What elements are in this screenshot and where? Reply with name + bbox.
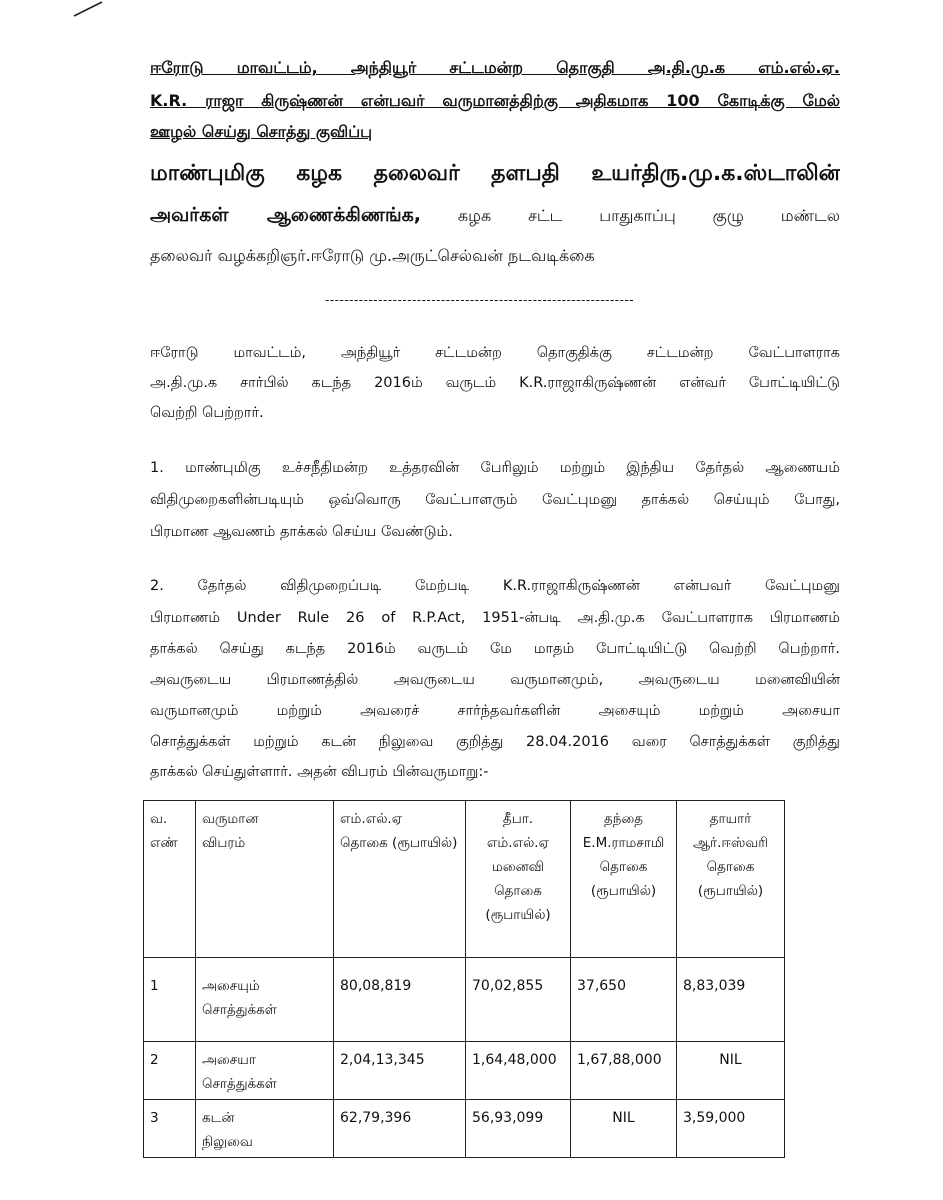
- header-father-line: E.M.ராமசாமி: [582, 835, 665, 851]
- point2-line-5: வருமானமும் மற்றும் அவரைச் சார்ந்தவர்களின் அசையும் மற்றும் அசையா: [150, 703, 840, 719]
- subheading-line-3: தலைவர் வழக்கறிஞர்.ஈரோடு மு.அருட்செல்வன் நடவடிக்கை: [150, 246, 595, 265]
- intro-line-1: ஈரோடு மாவட்டம், அந்தியூர் சட்டமன்ற தொகுதிக்கு சட்டமன்ற வேட்பாளராக: [150, 345, 840, 361]
- header-mla-line: எம்.எல்.ஏ: [340, 811, 403, 827]
- row-item: [196, 958, 334, 1042]
- subheading-line-2-bold: அவர்கள் ஆணைக்கிணங்க,: [150, 204, 422, 226]
- intro-line-3: வெற்றி பெற்றார்.: [150, 405, 264, 421]
- row-wife-value: 70,02,855: [466, 958, 571, 1042]
- row-wife-value: 1,64,48,000: [466, 1042, 571, 1100]
- header-mother-line: ஆர்.ஈஸ்வரி: [692, 835, 769, 851]
- row-item-line: அசையும்: [202, 978, 260, 994]
- row-serial: 3: [144, 1100, 196, 1158]
- header-wife-line: எம்.எல்.ஏ: [486, 835, 550, 851]
- separator-line: ----------------------------------------------------------------: [325, 293, 635, 307]
- row-item: [196, 1100, 334, 1158]
- heading-line-1: ஈரோடு மாவட்டம், அந்தியூர் சட்டமன்ற தொகுதி அ.தி.மு.க எம்.எல்.ஏ.: [150, 58, 840, 77]
- row-father-value: 1,67,88,000: [571, 1042, 677, 1100]
- point2-line-4: அவருடைய பிரமாணத்தில் அவருடைய வருமானமும், அவருடைய மனைவியின்: [150, 672, 840, 688]
- header-mother-line: தாயார்: [709, 811, 752, 827]
- header-serial: [144, 801, 196, 958]
- table-header-row: [144, 801, 785, 958]
- header-item-line: வருமான: [202, 811, 259, 827]
- row-item: [196, 1042, 334, 1100]
- header-wife-line: தொகை: [494, 883, 542, 899]
- header-father-line: (ரூபாயில்): [590, 883, 657, 899]
- row-mla-value: 2,04,13,345: [334, 1042, 466, 1100]
- header-mla-line: தொகை (ரூபாயில்): [340, 835, 458, 851]
- row-item-line: நிலுவை: [202, 1134, 253, 1150]
- header-wife: [466, 801, 571, 958]
- row-serial: 2: [144, 1042, 196, 1100]
- row-mother-value: 8,83,039: [677, 958, 785, 1042]
- point2-line-6: சொத்துக்கள் மற்றும் கடன் நிலுவை குறித்து 28.04.2016 வரை சொத்துக்கள் குறித்து: [150, 734, 840, 750]
- row-item-line: சொத்துக்கள்: [202, 1002, 277, 1018]
- header-item: [196, 801, 334, 958]
- header-wife-line: மனைவி: [491, 859, 545, 875]
- row-item-line: கடன்: [202, 1110, 235, 1126]
- point1-line-1: 1. மாண்புமிகு உச்சநீதிமன்ற உத்தரவின் பேரிலும் மற்றும் இந்திய தேர்தல் ஆணையம்: [150, 460, 840, 476]
- point2-line-7: தாக்கல் செய்துள்ளார். அதன் விபரம் பின்வருமாறு:-: [150, 764, 489, 780]
- header-item-line: விபரம்: [202, 835, 246, 851]
- row-mla-value: 62,79,396: [334, 1100, 466, 1158]
- row-mla-value: 80,08,819: [334, 958, 466, 1042]
- row-item-line: சொத்துக்கள்: [202, 1076, 277, 1092]
- heading-line-3: ஊழல் செய்து சொத்து குவிப்பு: [150, 122, 373, 141]
- point2-line-2: பிரமாணம் Under Rule 26 of R.P.Act, 1951-ன்படி அ.தி.மு.க வேட்பாளராக பிரமாணம்: [150, 610, 840, 626]
- subheading-line-1: மாண்புமிகு கழக தலைவர் தளபதி உயர்திரு.மு.க.ஸ்டாலின்: [150, 161, 840, 186]
- header-wife-line: (ரூபாயில்): [485, 907, 551, 923]
- header-father: [571, 801, 677, 958]
- header-father-line: தொகை: [599, 859, 648, 875]
- row-mother-value: 3,59,000: [677, 1100, 785, 1158]
- header-wife-line: தீபா.: [502, 811, 534, 827]
- point2-line-1: 2. தேர்தல் விதிமுறைப்படி மேற்படி K.R.ராஜாகிருஷ்ணன் என்பவர் வேட்புமனு: [150, 578, 840, 594]
- point2-line-3: தாக்கல் செய்து கடந்த 2016ம் வருடம் மே மாதம் போட்டியிட்டு வெற்றி பெற்றார்.: [150, 641, 840, 657]
- header-father-line: தந்தை: [603, 811, 644, 827]
- header-mla: [334, 801, 466, 958]
- header-serial-line: எண்: [150, 835, 178, 851]
- row-father-value: 37,650: [571, 958, 677, 1042]
- row-wife-value: 56,93,099: [466, 1100, 571, 1158]
- intro-line-2: அ.தி.மு.க சார்பில் கடந்த 2016ம் வருடம் K.R.ராஜாகிருஷ்ணன் என்வர் போட்டியிட்டு: [150, 375, 840, 391]
- asset-table: [143, 800, 785, 1158]
- heading-line-2: K.R. ராஜா கிருஷ்ணன் என்பவர் வருமானத்திற்கு அதிகமாக 100 கோடிக்கு மேல்: [150, 91, 840, 110]
- point1-line-3: பிரமாண ஆவணம் தாக்கல் செய்ய வேண்டும்.: [150, 524, 453, 540]
- corner-scan-mark: [0, 0, 110, 30]
- row-item-line: அசையா: [202, 1052, 256, 1068]
- subheading-line-2: [150, 204, 840, 229]
- header-mother-line: (ரூபாயில்): [697, 883, 764, 899]
- row-father-value: NIL: [571, 1100, 677, 1158]
- header-serial-line: வ.: [150, 811, 168, 827]
- subheading-line-2-rest: கழக சட்ட பாதுகாப்பு குழு மண்டல: [421, 206, 840, 225]
- row-mother-value: NIL: [677, 1042, 785, 1100]
- point1-line-2: விதிமுறைகளின்படியும் ஒவ்வொரு வேட்பாளரும் வேட்புமனு தாக்கல் செய்யும் போது,: [150, 492, 840, 508]
- table-row: [144, 1100, 785, 1158]
- header-mother: [677, 801, 785, 958]
- row-serial: 1: [144, 958, 196, 1042]
- header-mother-line: தொகை: [706, 859, 755, 875]
- table-row: [144, 958, 785, 1042]
- table-row: [144, 1042, 785, 1100]
